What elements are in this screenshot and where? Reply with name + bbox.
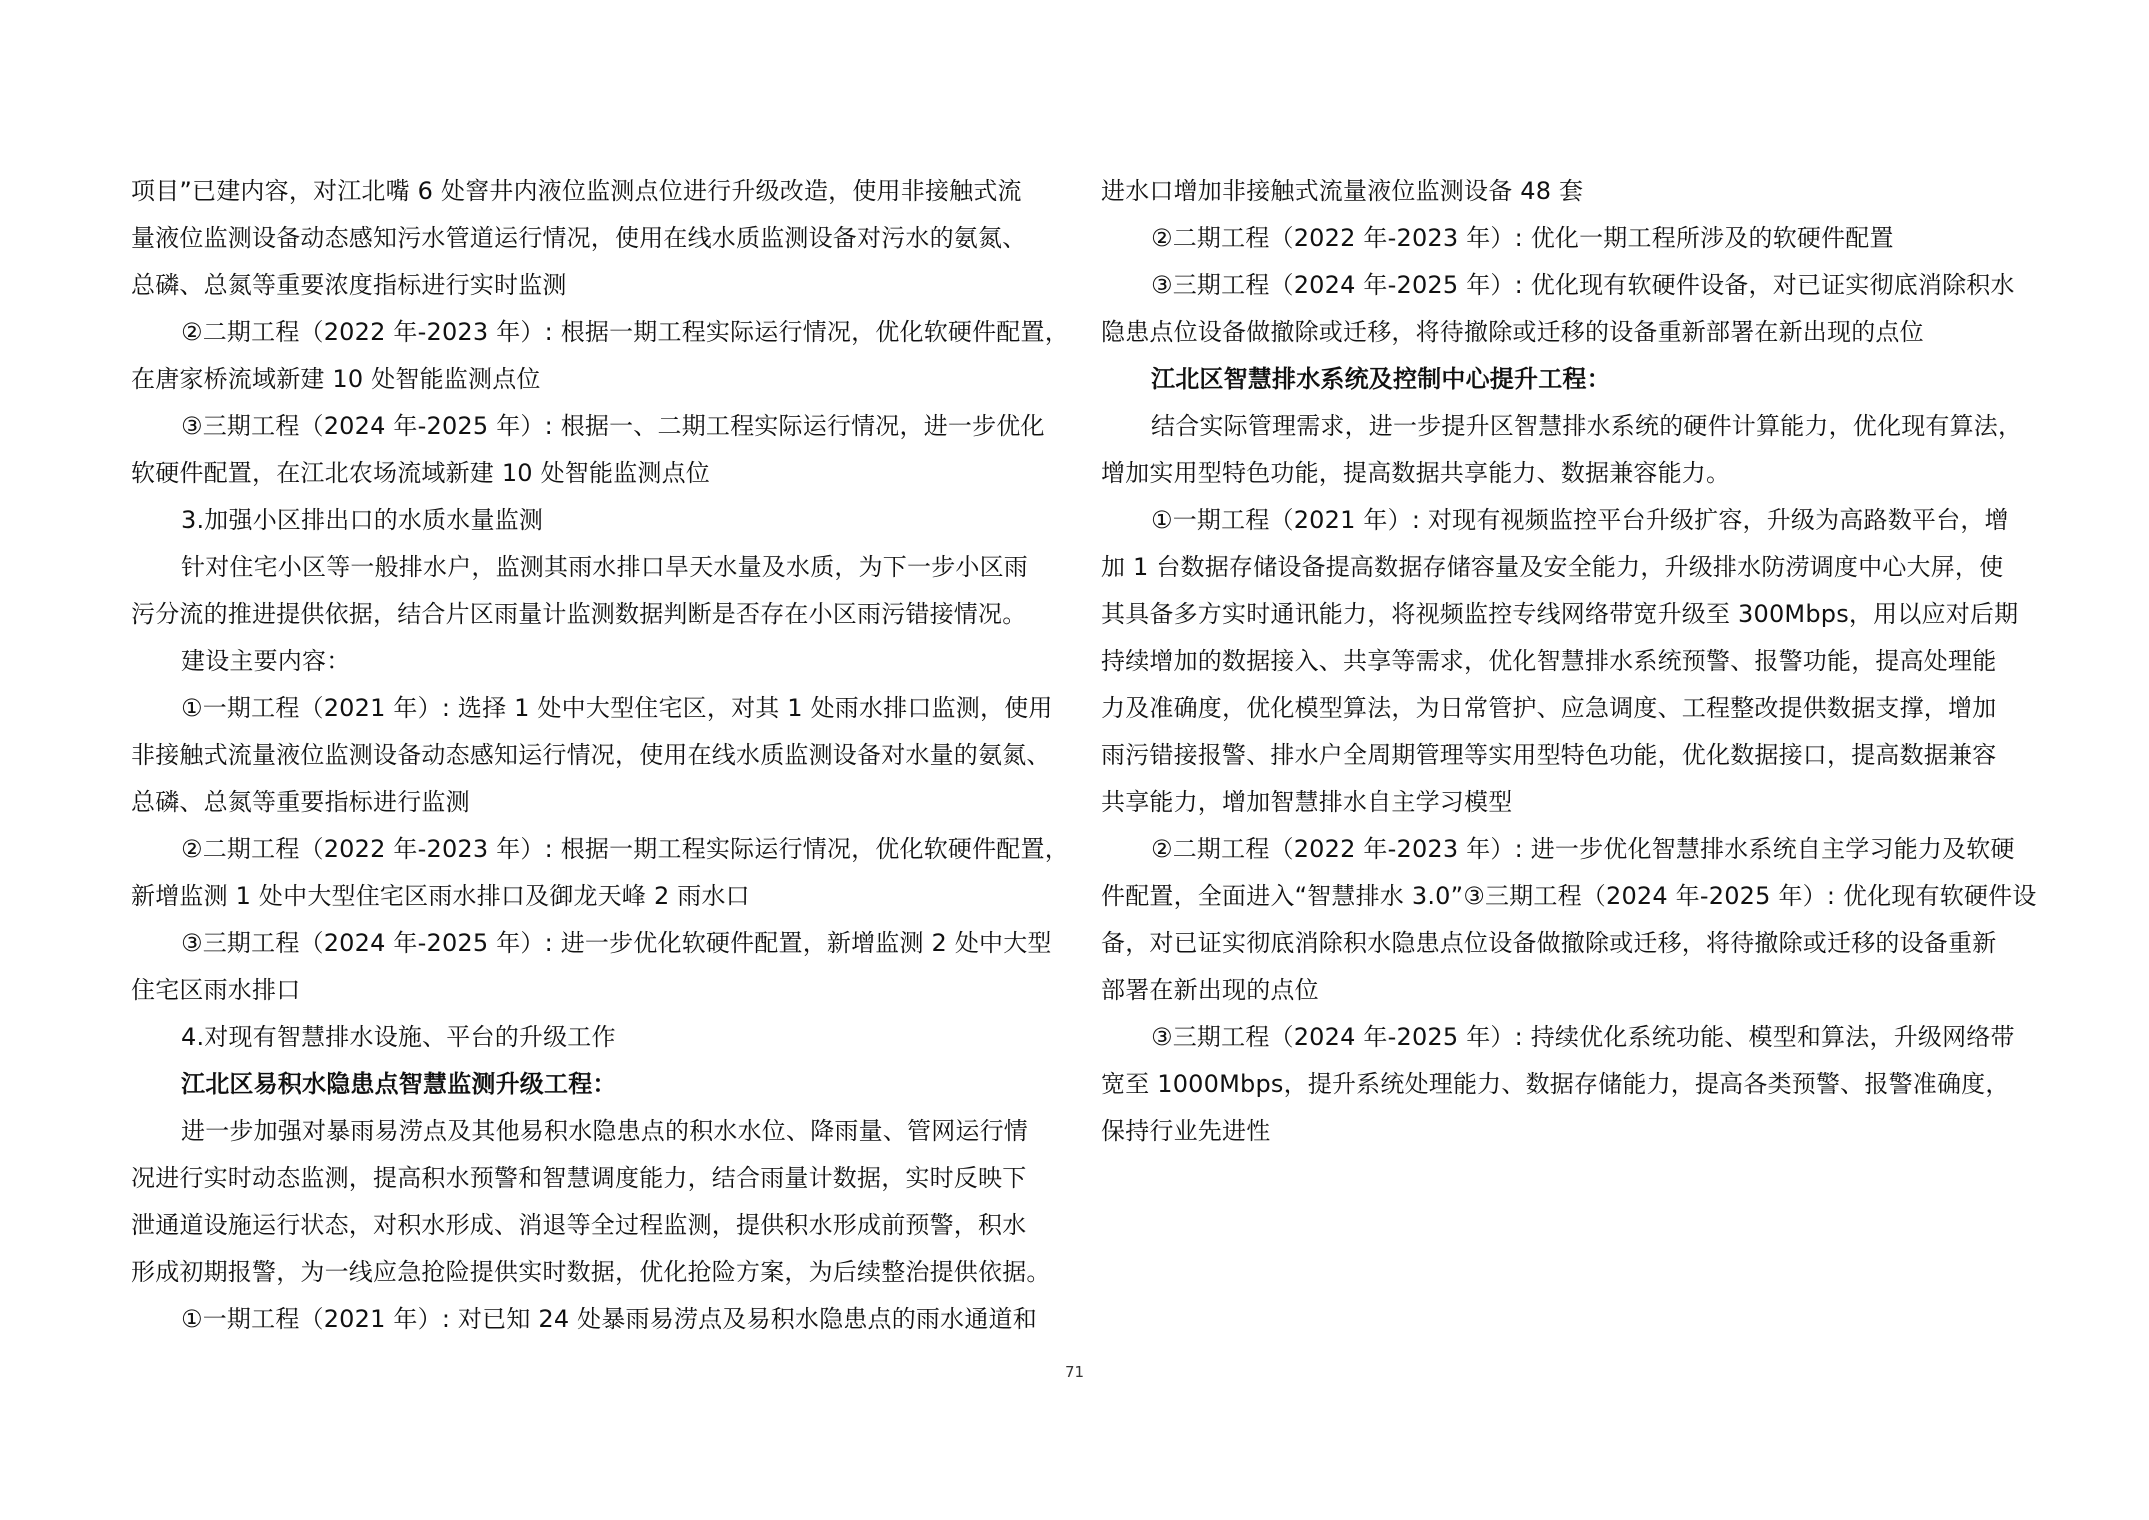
- text-line: 宽至 1000Mbps，提升系统处理能力、数据存储能力，提高各类预警、报警准确度，: [1101, 1070, 2010, 1098]
- text-line: 加 1 台数据存储设备提高数据存储容量及安全能力，升级排水防涝调度中心大屏，使: [1101, 553, 2004, 581]
- text-line: ①一期工程（2021 年）: 对已知 24 处暴雨易涝点及易积水隐患点的雨水通道和: [181, 1305, 1037, 1333]
- text-line: 建设主要内容：: [181, 647, 351, 675]
- text-line: ③三期工程（2024 年-2025 年）: 优化现有软硬件设备，对已证实彻底消除积水: [1151, 271, 2015, 299]
- text-line: ②二期工程（2022 年-2023 年）: 进一步优化智慧排水系统自主学习能力及软硬: [1151, 835, 2015, 863]
- text-line: 况进行实时动态监测，提高积水预警和智慧调度能力，结合雨量计数据，实时反映下: [131, 1164, 1027, 1192]
- text-line: 进一步加强对暴雨易涝点及其他易积水隐患点的积水水位、降雨量、管网运行情: [181, 1117, 1028, 1145]
- text-line: 量液位监测设备动态感知污水管道运行情况，使用在线水质监测设备对污水的氨氮、: [131, 224, 1027, 252]
- text-line: ②二期工程（2022 年-2023 年）: 根据一期工程实际运行情况，优化软硬件配置，: [181, 835, 1069, 863]
- text-line: 进水口增加非接触式流量液位监测设备 48 套: [1101, 177, 1584, 205]
- text-line: 在唐家桥流域新建 10 处智能监测点位: [131, 365, 541, 393]
- text-line: 总磷、总氮等重要浓度指标进行实时监测: [131, 271, 567, 299]
- text-line: ③三期工程（2024 年-2025 年）: 根据一、二期工程实际运行情况，进一步优化: [181, 412, 1045, 440]
- right-text-column: [1101, 168, 2041, 1155]
- text-line: 总磷、总氮等重要指标进行监测: [131, 788, 470, 816]
- text-line: 保持行业先进性: [1101, 1117, 1271, 1145]
- text-line: 泄通道设施运行状态，对积水形成、消退等全过程监测，提供积水形成前预警，积水: [131, 1211, 1027, 1239]
- text-line: 部署在新出现的点位: [1101, 976, 1319, 1004]
- text-line: ③三期工程（2024 年-2025 年）: 持续优化系统功能、模型和算法，升级网络带: [1151, 1023, 2015, 1051]
- text-line: 项目”已建内容，对江北嘴 6 处窨井内液位监测点位进行升级改造，使用非接触式流: [131, 177, 1022, 205]
- text-line: 针对住宅小区等一般排水户，监测其雨水排口旱天水量及水质，为下一步小区雨: [181, 553, 1028, 581]
- text-line: 非接触式流量液位监测设备动态感知运行情况，使用在线水质监测设备对水量的氨氮、: [131, 741, 1051, 769]
- text-line: 力及准确度，优化模型算法，为日常管护、应急调度、工程整改提供数据支撑，增加: [1101, 694, 1997, 722]
- text-line: 共享能力，增加智慧排水自主学习模型: [1101, 788, 1513, 816]
- text-line: ①一期工程（2021 年）: 选择 1 处中大型住宅区，对其 1 处雨水排口监测，使用: [181, 694, 1053, 722]
- text-line: 其具备多方实时通讯能力，将视频监控专线网络带宽升级至 300Mbps，用以应对后期: [1101, 600, 2019, 628]
- text-line: 形成初期报警，为一线应急抢险提供实时数据，优化抢险方案，为后续整治提供依据。: [131, 1258, 1051, 1286]
- text-line: 4.对现有智慧排水设施、平台的升级工作: [181, 1023, 616, 1051]
- text-line: 备，对已证实彻底消除积水隐患点位设备做撤除或迁移，将待撤除或迁移的设备重新: [1101, 929, 1997, 957]
- text-line: ②二期工程（2022 年-2023 年）: 根据一期工程实际运行情况，优化软硬件配置，: [181, 318, 1069, 346]
- text-line: ②二期工程（2022 年-2023 年）: 优化一期工程所涉及的软硬件配置: [1151, 224, 1894, 252]
- text-line: ③三期工程（2024 年-2025 年）: 进一步优化软硬件配置，新增监测 2 处中大型: [181, 929, 1052, 957]
- text-line: 住宅区雨水排口: [131, 976, 301, 1004]
- text-line: 新增监测 1 处中大型住宅区雨水排口及御龙天峰 2 雨水口: [131, 882, 750, 910]
- section-heading: 江北区智慧排水系统及控制中心提升工程：: [1151, 365, 1611, 393]
- text-line: 3.加强小区排出口的水质水量监测: [181, 506, 544, 534]
- text-line: 持续增加的数据接入、共享等需求，优化智慧排水系统预警、报警功能，提高处理能: [1101, 647, 1997, 675]
- text-line: ①一期工程（2021 年）: 对现有视频监控平台升级扩容，升级为高路数平台，增: [1151, 506, 2009, 534]
- section-heading: 江北区易积水隐患点智慧监测升级工程：: [181, 1070, 617, 1098]
- text-line: 件配置，全面进入“智慧排水 3.0”③三期工程（2024 年-2025 年）: 优化现有软硬件设: [1101, 882, 2037, 910]
- text-line: 软硬件配置，在江北农场流域新建 10 处智能监测点位: [131, 459, 710, 487]
- text-line: 雨污错接报警、排水户全周期管理等实用型特色功能，优化数据接口，提高数据兼容: [1101, 741, 1997, 769]
- text-line: 增加实用型特色功能，提高数据共享能力、数据兼容能力。: [1101, 459, 1731, 487]
- text-line: 结合实际管理需求，进一步提升区智慧排水系统的硬件计算能力，优化现有算法，: [1151, 412, 2023, 440]
- text-line: 污分流的推进提供依据，结合片区雨量计监测数据判断是否存在小区雨污错接情况。: [131, 600, 1027, 628]
- text-line: 隐患点位设备做撤除或迁移，将待撤除或迁移的设备重新部署在新出现的点位: [1101, 318, 1924, 346]
- left-text-column: [131, 168, 1071, 1343]
- page-number: 71: [1064, 1363, 1085, 1381]
